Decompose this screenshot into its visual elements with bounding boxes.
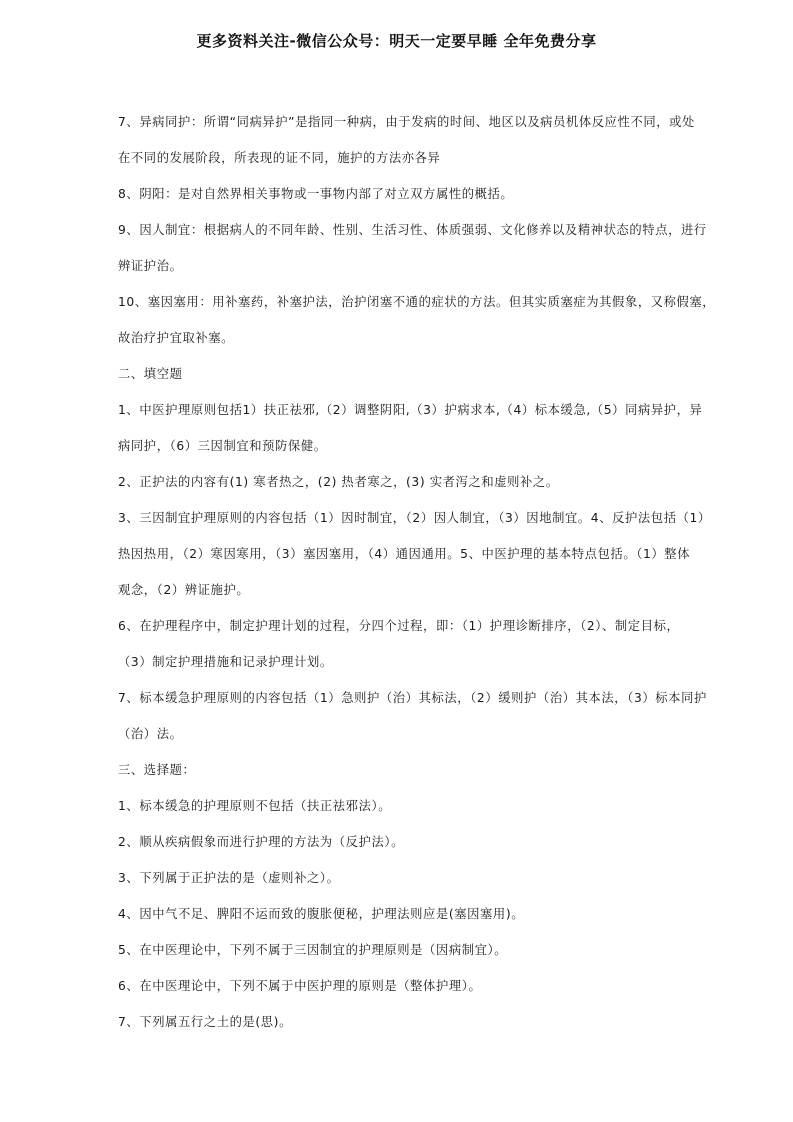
page-header: 更多资料关注-微信公众号：明天一定要早睡 全年免费分享 xyxy=(196,32,597,50)
text-line: 病同护，（6）三因制宜和预防保健。 xyxy=(118,439,327,453)
text-line: 2、顺从疾病假象而进行护理的方法为（反护法）。 xyxy=(118,835,405,849)
text-line: 10、塞因塞用：用补塞药，补塞护法，治护闭塞不通的症状的方法。但其实质塞症为其假象，又称假塞， xyxy=(118,295,716,309)
text-line: 1、标本缓急的护理原则不包括（扶正祛邪法）。 xyxy=(118,799,392,813)
text-line: 1、中医护理原则包括1）扶正祛邪,（2）调整阴阳,（3）护病求本,（4）标本缓急,（5）同病异护，异 xyxy=(118,403,703,417)
text-line: （3）制定护理措施和记录护理计划。 xyxy=(118,655,333,669)
text-line: 辨证护治。 xyxy=(118,259,183,273)
text-line: 5、在中医理论中，下列不属于三因制宜的护理原则是（因病制宜）。 xyxy=(118,943,508,957)
document-body xyxy=(118,104,716,1040)
text-line: 3、下列属于正护法的是（虚则补之）。 xyxy=(118,871,340,885)
text-line: 故治疗护宜取补塞。 xyxy=(118,331,235,345)
text-line: 6、在护理程序中，制定护理计划的过程，分四个过程，即：（1）护理诊断排序，（2）、制定目标， xyxy=(118,619,680,633)
text-line: 9、因人制宜：根据病人的不同年龄、性别、生活习性、体质强弱、文化修养以及精神状态的特点，进行 xyxy=(118,223,707,237)
text-line: 2、正护法的内容有(1) 寒者热之，(2) 热者寒之，(3) 实者泻之和虚则补之。 xyxy=(118,475,559,489)
text-line: 4、因中气不足、脾阳不运而致的腹胀便秘，护理法则应是(塞因塞用)。 xyxy=(118,907,525,921)
text-line: 7、异病同护：所谓“同病异护”是指同一种病，由于发病的时间、地区以及病员机体反应性不同，或处 xyxy=(118,115,695,129)
text-line: 在不同的发展阶段，所表现的证不同，施护的方法亦各异 xyxy=(118,151,441,165)
text-line: 7、标本缓急护理原则的内容包括（1）急则护（治）其标法，（2）缓则护（治）其本法，（3）标本同护 xyxy=(118,691,707,705)
text-line: 6、在中医理论中，下列不属于中医护理的原则是（整体护理）。 xyxy=(118,979,482,993)
text-line: 观念，（2）辨证施护。 xyxy=(118,583,250,597)
text-line: 热因热用，（2）寒因寒用，（3）塞因塞用，（4）通因通用。5、中医护理的基本特点包括。（1）整体 xyxy=(118,547,691,561)
text-line: 8、阴阳：是对自然界相关事物或一事物内部了对立双方属性的概括。 xyxy=(118,187,514,201)
text-line: 3、三因制宜护理原则的内容包括（1）因时制宜，（2）因人制宜，（3）因地制宜。4、反护法包括（1） xyxy=(118,511,711,525)
section-heading: 二、填空题 xyxy=(118,367,183,381)
text-line: 7、下列属五行之土的是(思)。 xyxy=(118,1015,292,1029)
section-heading: 三、选择题： xyxy=(118,763,196,777)
text-line: （治）法。 xyxy=(118,727,183,741)
